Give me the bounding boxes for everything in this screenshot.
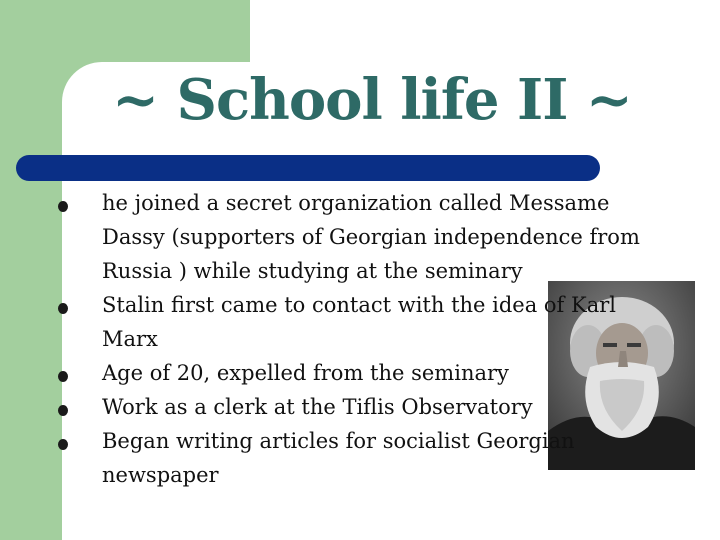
bullet-dot-icon (58, 405, 68, 416)
bullet-text: Began writing articles for socialist Georgian newspaper (102, 429, 575, 487)
bullet-list (50, 186, 650, 492)
bullet-text: Stalin first came to contact with the idea of Karl Marx (102, 293, 616, 351)
slide-title: ~ School life II ~ (112, 67, 632, 133)
list-item (50, 186, 650, 288)
list-item (50, 288, 650, 356)
bullet-dot-icon (58, 439, 68, 450)
title-underline-bar (16, 155, 600, 181)
bullet-dot-icon (58, 371, 68, 382)
bullet-text: Age of 20, expelled from the seminary (102, 361, 509, 385)
bullet-dot-icon (58, 303, 68, 314)
bullet-text: Work as a clerk at the Tiflis Observatory (102, 395, 533, 419)
list-item (50, 356, 650, 390)
list-item (50, 390, 650, 424)
bullet-dot-icon (58, 201, 68, 212)
list-item (50, 424, 650, 492)
bullet-text: he joined a secret organization called Messame Dassy (supporters of Georgian independence from Russia ) while studying at the seminary (102, 191, 640, 283)
